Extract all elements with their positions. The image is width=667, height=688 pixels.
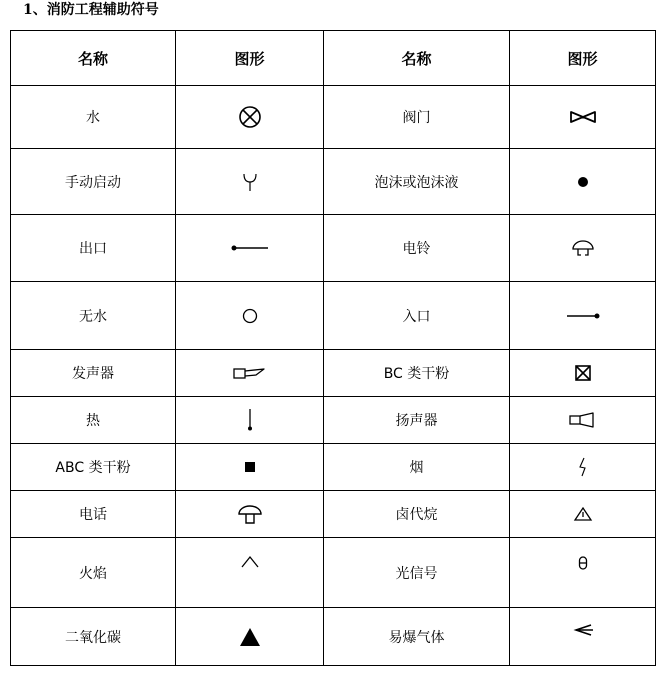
symbol-name: 热: [11, 397, 176, 444]
symbol-name: 水: [11, 86, 176, 149]
explosive-gas-icon: [510, 608, 656, 666]
bell-icon: [510, 215, 656, 282]
table-row: [11, 538, 656, 608]
header-name-1: 名称: [11, 31, 176, 86]
filled-triangle-icon: [176, 608, 324, 666]
symbol-name: 烟: [324, 444, 510, 491]
table-row: [11, 350, 656, 397]
flame-caret-icon: [176, 538, 324, 608]
bowtie-valve-icon: [510, 86, 656, 149]
table-row: [11, 608, 656, 666]
table-row: [11, 215, 656, 282]
symbol-name: 发声器: [11, 350, 176, 397]
symbol-name: 出口: [11, 215, 176, 282]
table-row: [11, 149, 656, 215]
symbol-name: 扬声器: [324, 397, 510, 444]
table-row: [11, 397, 656, 444]
open-circle-icon: [176, 282, 324, 350]
symbol-name: 二氧化碳: [11, 608, 176, 666]
header-row: [11, 31, 656, 86]
table-row: [11, 282, 656, 350]
symbol-name: 电铃: [324, 215, 510, 282]
symbol-table: [10, 30, 656, 666]
table-row: [11, 86, 656, 149]
table-row: [11, 444, 656, 491]
smoke-icon: [510, 444, 656, 491]
symbol-name: 阀门: [324, 86, 510, 149]
line-dot-icon: [510, 282, 656, 350]
symbol-name: 电话: [11, 491, 176, 538]
header-name-2: 名称: [324, 31, 510, 86]
filled-dot-icon: [510, 149, 656, 215]
symbol-name: 光信号: [324, 538, 510, 608]
header-shape-1: 图形: [176, 31, 324, 86]
thermometer-icon: [176, 397, 324, 444]
circle-x-icon: [176, 86, 324, 149]
symbol-name: 手动启动: [11, 149, 176, 215]
section-heading: 1、消防工程辅助符号: [23, 2, 159, 18]
square-x-icon: [510, 350, 656, 397]
symbol-name: 入口: [324, 282, 510, 350]
y-fork-icon: [176, 149, 324, 215]
telephone-icon: [176, 491, 324, 538]
symbol-name: 易爆气体: [324, 608, 510, 666]
table-row: [11, 491, 656, 538]
filled-square-icon: [176, 444, 324, 491]
symbol-name: 泡沫或泡沫液: [324, 149, 510, 215]
sounder-icon: [176, 350, 324, 397]
symbol-name: ABC 类干粉: [11, 444, 176, 491]
symbol-name: BC 类干粉: [324, 350, 510, 397]
speaker-icon: [510, 397, 656, 444]
symbol-name: 无水: [11, 282, 176, 350]
dot-line-icon: [176, 215, 324, 282]
symbol-name: 火焰: [11, 538, 176, 608]
header-shape-2: 图形: [510, 31, 656, 86]
light-signal-icon: [510, 538, 656, 608]
symbol-name: 卤代烷: [324, 491, 510, 538]
halon-triangle-icon: [510, 491, 656, 538]
